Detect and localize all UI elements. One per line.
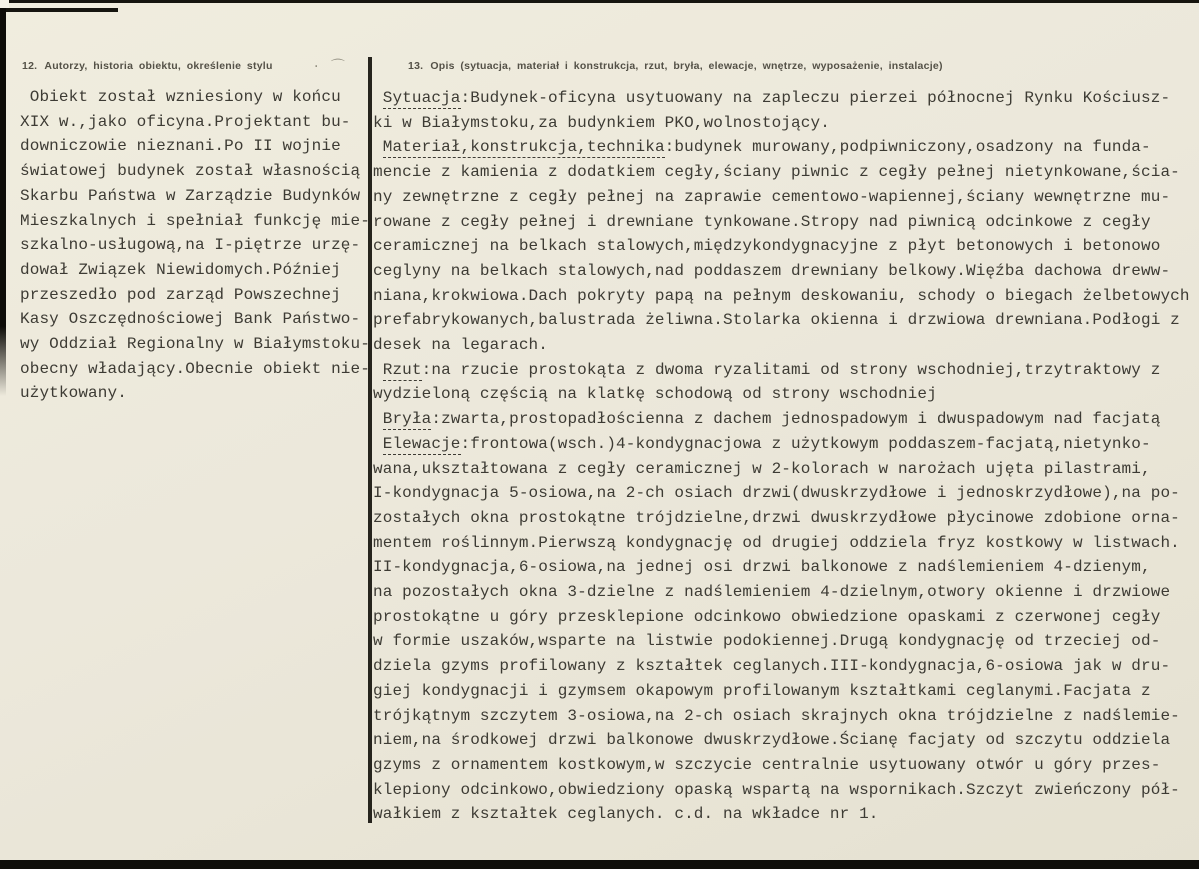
section-12-number: 12. — [22, 60, 38, 72]
section-12-header — [22, 60, 273, 72]
text-line: Obiekt został wzniesiony w końcu — [20, 88, 341, 106]
text-line: trójkątnym szczytem 3-osiowa,na 2-ch osiach skrajnych okna trójdzielne z nadślemie- — [373, 706, 1180, 725]
text-line: II-kondygnacja,6-osiowa,na jednej osi drzwi balkonowe z nadślemieniem 4-dzienym, — [373, 558, 1151, 577]
scan-border-top — [0, 0, 1199, 3]
text-line: wy Oddział Regionalny w Białymstoku- — [20, 335, 370, 354]
text-line: przeszedło pod zarząd Powszechnej — [20, 285, 341, 304]
text-line: wałkiem z kształtek ceglanych. c.d. na wkładce nr 1. — [373, 805, 879, 824]
section-13-header — [408, 60, 943, 72]
pencil-mark: · ⌒ — [314, 59, 349, 75]
text-line: downiczowie nieznani.Po II wojnie — [20, 137, 341, 156]
text-line: ceramicznej na belkach stalowych,międzykondygnacyjne z płyt betonowych i betonowo — [373, 237, 1161, 256]
text-line: szkalno-usługową,na I-piętrze urzę- — [20, 236, 361, 255]
text-line: Kasy Oszczędnościowej Bank Państwo- — [20, 310, 361, 329]
section-label: Bryła — [382, 410, 432, 429]
text-line: użytkowany. — [20, 384, 127, 403]
scan-border-bottom — [0, 860, 1199, 869]
scan-border-left — [0, 8, 6, 396]
scan-border-corner — [2, 8, 118, 12]
text-line: w formie uszaków,wsparte na listwie podokiennej.Drugą kondygnację od trzeciej od- — [373, 632, 1161, 651]
section-13-number: 13. — [408, 60, 424, 72]
text-line: dował Związek Niewidomych.Później — [20, 260, 341, 279]
section-label: Sytuacja — [382, 89, 461, 107]
text-line: prostokątne u góry przesklepione odcinkowo obwiedzione opaskami z czerwonej cegły — [373, 607, 1161, 626]
text-line: klepiony odcinkowo,obwiedziony opaską wspartą na wspornikach.Szczyt zwieńczony pół- — [373, 780, 1180, 799]
text-line: XIX w.,jako oficyna.Projektant bu- — [20, 112, 351, 131]
text-line: ceglyny na belkach stalowych,nad poddaszem drewniany belkowy.Więźba dachowa dreww- — [373, 261, 1171, 280]
text-line: desek na legarach. — [373, 336, 548, 355]
text-line: światowej budynek został własnością — [20, 162, 361, 181]
text-line: wana,ukształtowana z cegły ceramicznej w 2-kolorach w narożach ujęta pilastrami, — [373, 459, 1151, 478]
text-line: obecny władający.Obecnie obiekt nie- — [20, 359, 370, 378]
description-text-block — [373, 86, 1193, 827]
section-label: Rzut — [382, 360, 422, 379]
text-line: Sytuacja:Budynek-oficyna usytuowany na zapleczu pierzei północnej Rynku Kościusz- — [382, 89, 1171, 107]
text-line: rowane z cegły pełnej i drewniane tynkowane.Stropy nad piwnicą odcinkowe z cegły — [373, 212, 1151, 231]
text-line: gzyms z ornamentem kostkowym,w szczycie centralnie usytuowany otwór u góry przes- — [373, 755, 1161, 774]
text-line: wydzieloną częścią na klatkę schodową od strony wschodniej — [373, 385, 937, 404]
text-line: na pozostałych okna 3-dzielne z nadślemieniem 4-dzielnym,otwory okienne i drzwiowe — [373, 583, 1171, 602]
text-line: mentem roślinnym.Pierwszą kondygnację od drugiej oddziela fryz kostkowy w listwach. — [373, 533, 1180, 552]
text-line: niana,krokwiowa.Dach pokryty papą na pełnym deskowaniu, schody o biegach żelbetowych — [373, 286, 1190, 305]
text-line: mencie z kamienia z dodatkiem cegły,ściany piwnic z cegły pełnej nietynkowane,ścia- — [373, 163, 1180, 182]
text-line: prefabrykowanych,balustrada żeliwna.Stolarka okienna i drzwiowa drewniana.Podłogi z — [373, 311, 1180, 330]
text-line: ny zewnętrzne z cegły pełnej na zaprawie cementowo-wapiennej,ściany wewnętrzne mu- — [373, 187, 1171, 206]
text-line: giej kondygnacji i gzymsem okapowym profilowanym kształtkami ceglanymi.Facjata z — [373, 681, 1151, 700]
text-line: Mieszkalnych i spełniał funkcję mie- — [20, 211, 370, 230]
text-line: I-kondygnacja 5-osiowa,na 2-ch osiach drzwi(dwuskrzydłowe i jednoskrzydłowe),na po- — [373, 484, 1180, 503]
history-text-block — [20, 85, 373, 406]
text-line: niem,na środkowej drzwi balkonowe dwuskrzydłowe.Ścianę facjaty od szczytu oddziela — [373, 731, 1171, 750]
text-line: ki w Białymstoku,za budynkiem PKO,wolnostojący. — [373, 113, 830, 132]
section-12-title: Autorzy, historia obiektu, określenie stylu — [44, 60, 273, 72]
section-label: Elewacje — [382, 434, 461, 453]
section-13-title: Opis (sytuacja, materiał i konstrukcja, rzut, bryła, elewacje, wnętrze, wyposażenie, instalacje) — [430, 60, 943, 72]
text-line: dziela gzyms profilowany z kształtek ceglanych.III-kondygnacja,6-osiowa jak w dru- — [373, 657, 1171, 676]
text-line: Elewacje:frontowa(wsch.)4-kondygnacjowa z użytkowym poddaszem-facjatą,nietynko- — [382, 434, 1151, 453]
text-line: Skarbu Państwa w Zarządzie Budynków — [20, 186, 361, 205]
text-line: zostałych okna prostokątne trójdzielne,drzwi dwuskrzydłowe płycinowe zdobione orna- — [373, 508, 1180, 527]
text-line: Rzut:na rzucie prostokąta z dwoma ryzalitami od strony wschodniej,trzytraktowy z — [382, 360, 1161, 379]
text-line: Materiał,konstrukcja,technika:budynek murowany,podpiwniczony,osadzony na funda- — [382, 138, 1151, 157]
text-line: Bryła:zwarta,prostopadłościenna z dachem jednospadowym i dwuspadowym nad facjatą — [382, 410, 1161, 429]
section-label: Materiał,konstrukcja,technika — [382, 138, 665, 157]
